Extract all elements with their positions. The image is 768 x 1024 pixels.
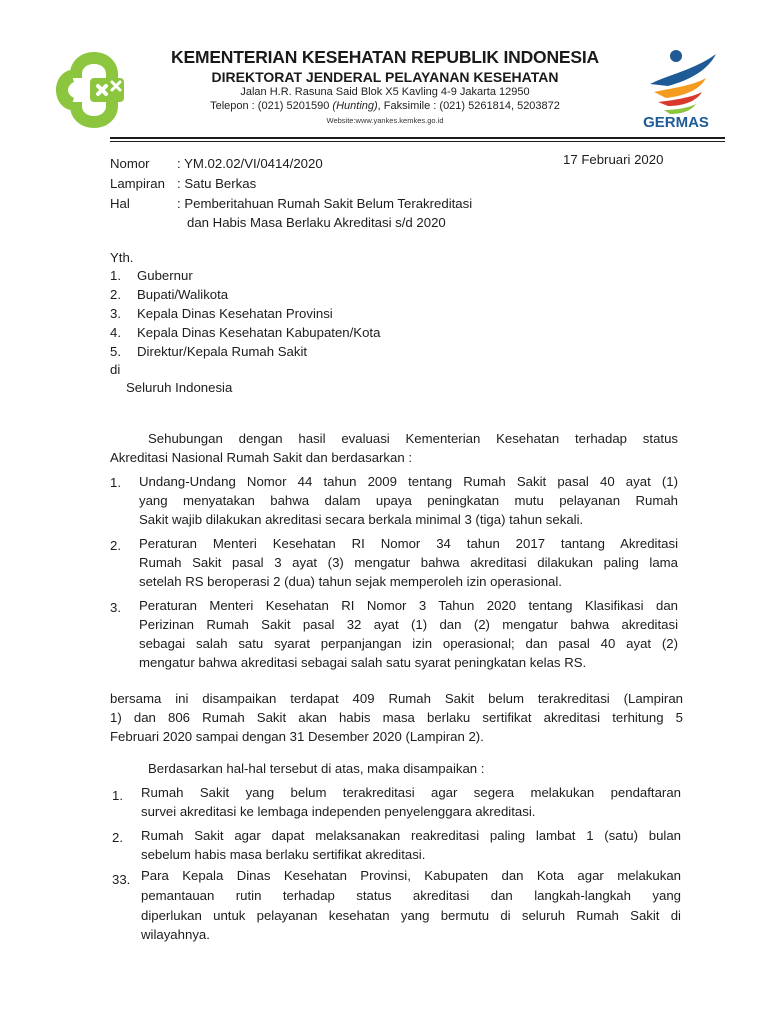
point-line: Para Kepala Dinas Kesehatan Provinsi, Kabupaten dan Kota agar melakukan <box>141 868 681 883</box>
lampiran-label: Lampiran <box>110 176 165 191</box>
basis-line: Undang-Undang Nomor 44 tahun 2009 tentang Rumah Sakit pasal 40 ayat (1) <box>139 474 678 489</box>
letterhead-rule-thin <box>110 141 725 142</box>
point-line: Rumah Sakit agar dapat melaksanakan reakreditasi paling lambat 1 (satu) bulan <box>141 828 681 843</box>
letterhead-rule <box>110 137 725 139</box>
intro-line-2: Akreditasi Nasional Rumah Sakit dan berdasarkan : <box>110 450 413 465</box>
nomor-value: : YM.02.02/VI/0414/2020 <box>177 156 323 171</box>
ministry-name: KEMENTERIAN KESEHATAN REPUBLIK INDONESIA <box>171 47 599 67</box>
recipient-item: Gubernur <box>137 268 193 283</box>
contact-line <box>150 100 620 112</box>
recipient-number: 1. <box>110 268 121 283</box>
basis-line: sebagai salah satu syarat perpanjangan izin operasional; dan pasal 40 ayat (2) <box>139 636 678 651</box>
basis-line: Peraturan Menteri Kesehatan RI Nomor 3 Tahun 2020 tentang Klasifikasi dan <box>139 598 678 613</box>
point-number: 33. <box>112 872 131 887</box>
point-number: 1. <box>112 788 123 803</box>
germas-label: GERMAS <box>643 114 709 131</box>
basis-number: 1. <box>110 475 121 490</box>
recipient-item: Kepala Dinas Kesehatan Provinsi <box>137 306 333 321</box>
di-label: di <box>110 362 121 377</box>
basis-line: mengatur bahwa akreditasi sebagai salah satu syarat peningkatan kelas RS. <box>139 655 587 670</box>
intro-line-1: Sehubungan dengan hasil evaluasi Kementerian Kesehatan terhadap status <box>148 431 678 446</box>
basis-line: Perizinan Rumah Sakit pasal 32 ayat (1) dan (2) mengatur bahwa akreditasi <box>139 617 678 632</box>
recipient-number: 3. <box>110 306 121 321</box>
basis-line: setelah RS beroperasi 2 (dua) tahun sejak memperoleh izin operasional. <box>139 574 562 589</box>
address: Jalan H.R. Rasuna Said Blok X5 Kavling 4-9 Jakarta 12950 <box>240 86 530 98</box>
hal-value-2: dan Habis Masa Berlaku Akreditasi s/d 2020 <box>187 215 446 230</box>
point-line: diperlukan untuk pelayanan kesehatan yang bermutu di seluruh Rumah Sakit di <box>141 908 681 923</box>
lampiran-value: : Satu Berkas <box>177 176 257 191</box>
basis-line: Rumah Sakit pasal 3 ayat (3) mengatur bahwa akreditasi dilakukan paling lama <box>139 555 678 570</box>
para3: Berdasarkan hal-hal tersebut di atas, maka disampaikan : <box>148 761 485 776</box>
basis-line: Peraturan Menteri Kesehatan RI Nomor 34 tahun 2017 tantang Akreditasi <box>139 536 678 551</box>
hal-label: Hal <box>110 196 130 211</box>
hunting-label: (Hunting) <box>332 100 378 112</box>
point-number: 2. <box>112 830 123 845</box>
recipient-place: Seluruh Indonesia <box>126 380 233 395</box>
para2-line: Februari 2020 sampai dengan 31 Desember 2020 (Lampiran 2). <box>110 729 484 744</box>
point-line: Rumah Sakit yang belum terakreditasi agar segera melakukan pendaftaran <box>141 785 681 800</box>
para2-line: bersama ini disampaikan terdapat 409 Rumah Sakit belum terakreditasi (Lampiran <box>110 691 683 706</box>
nomor-label: Nomor <box>110 156 150 171</box>
recipient-item: Bupati/Walikota <box>137 287 229 302</box>
letter-date: 17 Februari 2020 <box>563 152 664 167</box>
directorate-name: DIREKTORAT JENDERAL PELAYANAN KESEHATAN <box>211 69 559 85</box>
point-line: survei akreditasi ke lembaga independen penyelenggara akreditasi. <box>141 804 536 819</box>
para2-line: 1) dan 806 Rumah Sakit akan habis masa berlaku sertifikat akreditasi terhitung 5 <box>110 710 683 725</box>
recipient-item: Direktur/Kepala Rumah Sakit <box>137 344 308 359</box>
kemenkes-logo-icon <box>48 44 140 136</box>
hal-value-1: : Pemberitahuan Rumah Sakit Belum Terakreditasi <box>177 196 473 211</box>
basis-number: 2. <box>110 538 121 553</box>
basis-line: Sakit wajib dilakukan akreditasi secara berkala minimal 3 (tiga) tahun sekali. <box>139 512 584 527</box>
point-line: sebelum habis masa berlaku sertifikat akreditasi. <box>141 847 426 862</box>
recipient-number: 5. <box>110 344 121 359</box>
basis-line: yang menyatakan bahwa dalam upaya peningkatan mutu pelayanan Rumah <box>139 493 678 508</box>
point-line: pemantauan rutin terhadap status akreditasi dan langkah-langkah yang <box>141 888 681 903</box>
recipient-number: 4. <box>110 325 121 340</box>
phone: Telepon : (021) 5201590 <box>210 100 330 112</box>
yth-label: Yth. <box>110 250 134 265</box>
website: Website:www.yankes.kemkes.go.id <box>326 116 444 125</box>
recipient-item: Kepala Dinas Kesehatan Kabupaten/Kota <box>137 325 381 340</box>
recipient-number: 2. <box>110 287 121 302</box>
point-line: wilayahnya. <box>141 927 210 942</box>
basis-number: 3. <box>110 600 121 615</box>
fax: , Faksimile : (021) 5261814, 5203872 <box>377 100 560 112</box>
